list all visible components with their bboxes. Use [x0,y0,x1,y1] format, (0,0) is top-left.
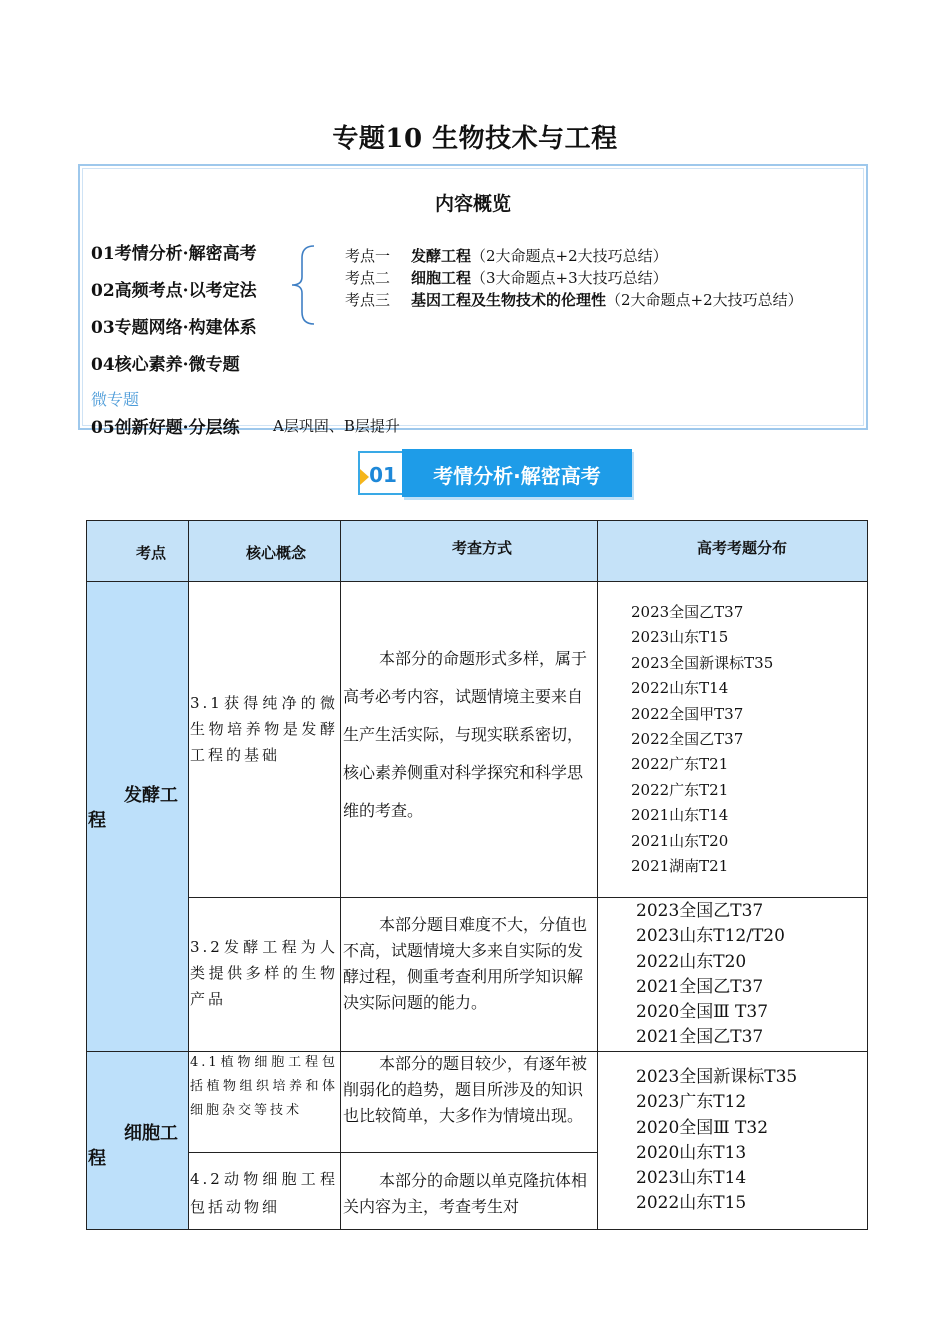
overview-section-02[interactable]: 02高频考点·以考定法 [91,281,257,301]
distribution-item: 2022山东T15 [636,1193,747,1214]
table-border [188,897,597,898]
header-distribution: 高考考题分布 [697,539,788,557]
distribution-item: 2022广东T21 [631,755,729,774]
kaodian-1[interactable] [345,245,668,266]
overview-heading: 内容概览 [434,193,511,215]
table-border [188,520,189,1230]
distribution-item: 2020山东T13 [636,1142,747,1163]
table-border [86,1229,868,1230]
table-border [86,1051,868,1052]
concept-3-1: 3.1获得纯净的微生物培养物是发酵工程的基础 [190,694,338,764]
distribution-row-3 [636,1065,861,1217]
distribution-item: 2022广东T21 [631,780,729,799]
brace-icon [290,244,320,326]
topic-cell-fermentation [86,581,188,1051]
distribution-item: 2021湖南T21 [631,857,729,876]
overview-section-05-extra: A层巩固、B层提升 [273,417,400,435]
overview-inner [82,168,864,438]
table-header-cell [188,520,340,581]
table-border [597,520,598,1230]
overview-section-05[interactable]: 05创新好题·分层练 [91,418,240,438]
table-header-cell [86,520,188,581]
banner-bar [402,449,632,497]
distribution-item: 2023全国乙T37 [631,603,744,621]
exam-analysis-table [86,520,868,1230]
banner-number: 01 [369,463,397,487]
micro-topic-label[interactable]: 微专题 [91,390,140,409]
table-border [188,1152,597,1153]
header-kaodian: 考点 [136,544,167,562]
table-header-cell [597,520,868,581]
distribution-item: 2023全国乙T37 [636,901,764,921]
table-border [867,520,868,1230]
table-border [597,897,868,898]
concept-3-2: 3.2发酵工程为人类提供多样的生物产品 [190,938,338,1008]
kaodian-2-label: 考点二 [345,269,391,287]
topic-fermentation-part2: 程 [88,810,106,831]
distribution-item: 2022山东T20 [636,951,747,972]
header-core-concept: 核心概念 [246,544,307,562]
distribution-item: 2020全国Ⅲ T37 [636,1002,769,1023]
method-row-3: 本部分的题目较少，有逐年被削弱化的趋势，题目所涉及的知识也比较简单，大多作为情境出现。 [343,1054,588,1125]
distribution-item: 2023全国新课标T35 [631,653,774,672]
kaodian-3[interactable] [345,289,803,310]
kaodian-2[interactable] [345,267,668,288]
concept-4-2: 4.2动物细胞工程包括动物细 [190,1170,338,1216]
overview-section-03[interactable]: 03专题网络·构建体系 [91,318,257,338]
kaodian-3-name: 基因工程及生物技术的伦理性 [411,291,607,309]
distribution-row-1 [631,600,861,879]
distribution-item: 2021全国乙T37 [636,1027,764,1048]
method-row-1: 本部分的命题形式多样，属于高考必考内容，试题情境主要来自生产生活实际，与现实联系密切，核心素养侧重对科学探究和科学思维的考查。 [343,649,588,820]
distribution-item: 2022全国乙T37 [631,730,744,749]
kaodian-2-name: 细胞工程 [411,269,472,287]
banner-text: 考情分析·解密高考 [433,464,601,488]
banner-number-box [358,451,404,495]
table-border [86,520,868,521]
table-border [86,520,87,1230]
distribution-item: 2023全国新课标T35 [636,1067,798,1087]
distribution-item: 2022全国甲T37 [631,704,744,723]
distribution-item: 2023广东T12 [636,1092,747,1113]
distribution-item: 2023山东T14 [636,1168,747,1189]
method-row-2: 本部分题目难度不大，分值也不高，试题情境大多来自实际的发酵过程，侧重考查利用所学知识解决实际问题的能力。 [343,915,588,1012]
distribution-item: 2021山东T20 [631,831,729,850]
topic-cell-cell-engineering [86,1051,188,1230]
overview-section-01[interactable]: 01考情分析·解密高考 [91,244,257,264]
table-border [340,520,341,1230]
kaodian-3-label: 考点三 [345,291,391,309]
distribution-item: 2020全国Ⅲ T32 [636,1117,769,1138]
concept-4-1: 4.1植物细胞工程包括植物组织培养和体细胞杂交等技术 [190,1055,338,1118]
table-border [86,581,868,582]
kaodian-2-note: （3大命题点+3大技巧总结） [471,269,668,287]
overview-section-04[interactable]: 04核心素养·微专题 [91,355,240,375]
distribution-item: 2023山东T12/T20 [636,926,785,947]
page-title: 专题10 生物技术与工程 [332,124,618,154]
kaodian-1-note: （2大命题点+2大技巧总结） [471,247,668,265]
distribution-row-2 [636,899,861,1051]
topic-cell-engineering-part1: 细胞工 [124,1123,178,1144]
overview-box [78,164,868,438]
kaodian-1-name: 发酵工程 [411,247,472,265]
topic-cell-engineering-part2: 程 [88,1148,106,1169]
distribution-item: 2021全国乙T37 [636,976,764,997]
distribution-item: 2022山东T14 [631,679,729,698]
section-banner [358,447,632,499]
table-header-cell [340,520,597,581]
header-method: 考查方式 [452,539,513,557]
kaodian-3-note: （2大命题点+2大技巧总结） [606,291,803,309]
topic-fermentation-part1: 发酵工 [124,785,178,806]
method-row-4: 本部分的命题以单克隆抗体相关内容为主，考查考生对 [343,1171,588,1216]
distribution-item: 2023山东T15 [631,628,729,647]
distribution-item: 2021山东T14 [631,806,729,825]
kaodian-1-label: 考点一 [345,247,391,265]
